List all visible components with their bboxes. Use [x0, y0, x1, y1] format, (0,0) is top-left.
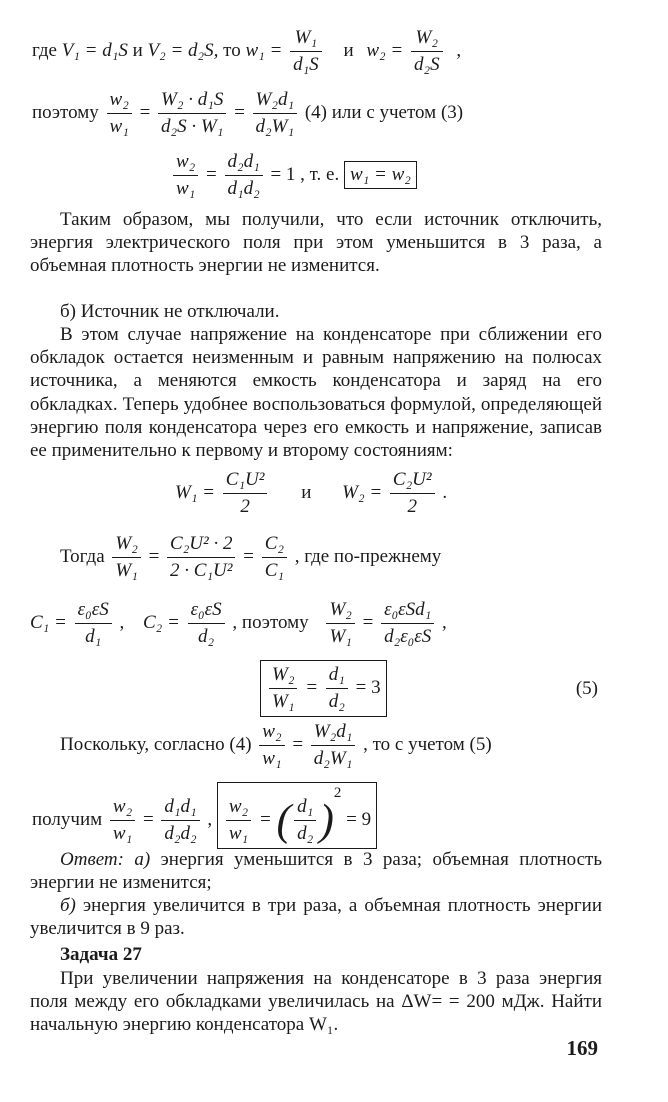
frac-expanded — [158, 88, 226, 139]
frac-W-ratio — [326, 598, 354, 649]
eq-suffix: , где по-прежнему — [294, 545, 442, 567]
eq-v2: V₂ = d₂S, — [147, 39, 219, 61]
equals-sign: = — [234, 101, 245, 123]
frac-w-ratio — [110, 795, 135, 846]
eq-prefix: где — [32, 39, 57, 61]
frac-num: W₁ — [290, 26, 322, 52]
frac-den: d₂ — [198, 626, 215, 647]
frac-d-ratio-boxed — [294, 795, 316, 846]
frac-d-ratio — [326, 663, 348, 714]
frac-num: W₂d₁ — [253, 88, 298, 114]
equals-sign: = — [148, 545, 160, 567]
eq-mid: , поэтому — [232, 611, 309, 633]
eq-v1: V₁ = d₁S — [61, 39, 128, 61]
eq-comma: , — [119, 611, 125, 633]
frac-den: 2 — [407, 496, 417, 517]
eq-rest: = 3 — [355, 676, 381, 698]
frac-w-ratio — [173, 150, 198, 201]
frac-num: W₂ · d₁S — [158, 88, 226, 114]
equation-result1 — [170, 150, 417, 201]
eq-and: и — [132, 39, 143, 61]
frac-num: ε₀εSd₁ — [381, 598, 434, 624]
frac-c1 — [75, 598, 112, 649]
frac-den: W₁ — [115, 560, 138, 581]
frac-num: C₂ — [262, 532, 287, 558]
frac-num: w₂ — [259, 720, 284, 746]
eq-and: и — [301, 481, 312, 503]
paragraph-text: В этом случае напряжение на конденсаторе при сближении его обкладок остается неизменным и равным напряжению на полюсах источника, а меняются емкость конденсатора и заряд на его обкладках. Теперь удобнее воспользоваться формулой, определяющей энергию поля конденсатора через его емкость и напряжение, записав ее применительно к первому и второму состояниям: — [30, 324, 602, 462]
answer-marker-b: б) — [60, 895, 76, 916]
frac-num: C₂U² — [390, 468, 435, 494]
answer-label: Ответ: — [60, 849, 124, 870]
eq-w1-lhs: W₁ = — [175, 481, 216, 503]
frac-W-ratio — [112, 532, 140, 583]
exponent: 2 — [333, 785, 342, 801]
eq-comma: , — [207, 809, 213, 830]
frac-den: w₁ — [112, 823, 133, 845]
frac-den: d₁S — [293, 54, 319, 75]
frac-den: d₂W₁ — [255, 116, 295, 137]
frac-W-d — [311, 720, 356, 771]
frac-den: d₂ — [297, 823, 314, 845]
paragraph-case-b — [30, 300, 602, 323]
boxed-equation — [260, 660, 387, 717]
frac-num: w₂ — [226, 795, 251, 821]
frac-num: W₂ — [326, 598, 354, 624]
equation-ratio — [32, 88, 463, 139]
frac-num: W₂d₁ — [311, 720, 356, 746]
frac-num: C₁U² — [223, 468, 268, 494]
frac-w-ratio — [259, 720, 284, 771]
frac-den: d₂S · W₁ — [161, 116, 224, 137]
frac-w-ratio-boxed — [226, 795, 251, 846]
equation-final — [32, 782, 377, 849]
eq-suffix: , то с учетом (5) — [363, 733, 492, 755]
frac-den: d₁d₂ — [227, 178, 260, 199]
boxed-final — [217, 782, 377, 849]
eq-dot: . — [442, 481, 448, 503]
frac-den: d₂S — [413, 54, 440, 75]
equals-sign: = — [362, 611, 374, 633]
equals-sign: = — [305, 676, 319, 698]
frac-dd — [161, 795, 199, 846]
eq-prefix: поэтому — [32, 101, 99, 123]
frac-num: ε₀εS — [188, 598, 225, 624]
task-text — [30, 967, 602, 1037]
frac-num: w₂ — [173, 150, 198, 176]
answer-text-a: энергия уменьшится в 3 раза; объемная плотность энергии не изменится; — [30, 849, 603, 894]
equals-sign: = — [243, 545, 254, 567]
equation-capacitances — [30, 598, 447, 649]
paren-open: ( — [276, 795, 292, 845]
paragraph-explanation — [30, 323, 602, 462]
equals-sign: = — [206, 163, 217, 185]
task-heading: Задача 27 — [60, 944, 142, 965]
eq-w2-lhs: w₂ = — [366, 39, 404, 61]
frac-num: d₁ — [326, 663, 348, 689]
frac-c2 — [188, 598, 225, 649]
boxed-result: w₁ = w₂ — [344, 161, 417, 189]
frac-c-ratio — [262, 532, 287, 583]
eq-and2: и — [343, 39, 354, 61]
eq-comma: , — [442, 611, 447, 633]
equation-boxed-5 — [260, 660, 387, 717]
frac-den: w₁ — [176, 178, 196, 199]
equation-number: (5) — [575, 678, 598, 699]
eq-comma: , — [456, 39, 462, 61]
equation-w-definitions — [32, 26, 461, 77]
frac-num: W₂ — [411, 26, 443, 52]
frac-den: 2 — [240, 496, 250, 517]
paragraph-conclusion — [30, 208, 602, 278]
equals-sign: = — [139, 101, 151, 123]
frac-den: W₁ — [329, 626, 352, 647]
frac-den: W₁ — [272, 691, 295, 712]
frac-simplified — [253, 88, 298, 139]
eq-prefix: Тогда — [60, 545, 105, 567]
paragraph-text: б) Источник не отключали. — [60, 301, 280, 322]
frac-num: ε₀εS — [75, 598, 112, 624]
frac-num: d₂d₁ — [225, 150, 263, 176]
frac-den: w₁ — [228, 823, 249, 845]
eq-suffix: (4) или с учетом (3) — [304, 101, 464, 123]
answer-marker-a: а) — [134, 849, 151, 870]
eq-w2-lhs: W₂ = — [342, 481, 383, 503]
eq-w1-lhs: w₁ = — [245, 39, 283, 61]
answer-block-b — [30, 894, 602, 940]
answer-text-b: энергия увеличится в три раза, а объемная плотность энергии увеличится в 9 раз. — [30, 895, 602, 940]
frac-w2 — [411, 26, 443, 77]
equals-sign: = — [142, 809, 154, 830]
frac-num: W₂ — [269, 663, 297, 689]
frac-num: w₂ — [110, 795, 135, 821]
eq-prefix: получим — [32, 809, 103, 830]
frac-num: C₂U² · 2 — [167, 532, 235, 558]
frac-den: d₂ε₀εS — [384, 626, 432, 647]
frac-w-ratio — [107, 88, 132, 139]
answer-block — [30, 848, 602, 894]
frac-expanded — [167, 532, 235, 583]
frac-eps-ratio — [381, 598, 434, 649]
frac-W-ratio — [269, 663, 297, 714]
frac-den: w₁ — [262, 748, 282, 769]
frac-den: 2 · C₁U² — [170, 560, 233, 581]
frac-den: d₂ — [328, 691, 345, 712]
frac-den: C₁ — [264, 560, 284, 581]
eq-rest: = 1 , т. е. — [270, 163, 340, 185]
eq-prefix: Поскольку, согласно (4) — [60, 733, 252, 755]
frac-d-ratio — [225, 150, 263, 201]
frac-den: d₁ — [85, 626, 102, 647]
frac-w2-energy — [390, 468, 435, 519]
frac-num: d₁d₁ — [161, 795, 199, 821]
page-number: 169 — [566, 1036, 598, 1060]
paren-close: ) — [319, 795, 334, 845]
task-body: При увеличении напряжения на конденсаторе в 3 раза энергия поля между его обкладками увеличилась на ΔW= = 200 мДж. Найти начальную энергию конденсатора W₁. — [30, 968, 602, 1036]
frac-w1-energy — [223, 468, 268, 519]
equals-sign: = — [292, 733, 304, 755]
paragraph-text: Таким образом, мы получили, что если источник отключить, энергия электрического поля при этом уменьшится в 3 раза, а объемная плотность энергии не изменится. — [30, 209, 602, 277]
frac-den: d₂W₁ — [313, 748, 353, 769]
equation-energy — [175, 468, 447, 519]
frac-den: w₁ — [109, 116, 129, 137]
eq-rest: = 9 — [346, 809, 372, 830]
eq-to: то — [223, 39, 241, 61]
frac-num: w₂ — [107, 88, 132, 114]
eq-c1-lhs: C₁ = — [30, 611, 67, 633]
eq-c2-lhs: C₂ = — [142, 611, 180, 633]
frac-num: W₂ — [112, 532, 140, 558]
frac-den: d₂d₂ — [164, 823, 197, 845]
equals-sign: = — [258, 809, 272, 830]
frac-w1 — [290, 26, 322, 77]
equation-poskolku — [60, 720, 492, 771]
equation-togda — [60, 532, 441, 583]
frac-num: d₁ — [294, 795, 316, 821]
